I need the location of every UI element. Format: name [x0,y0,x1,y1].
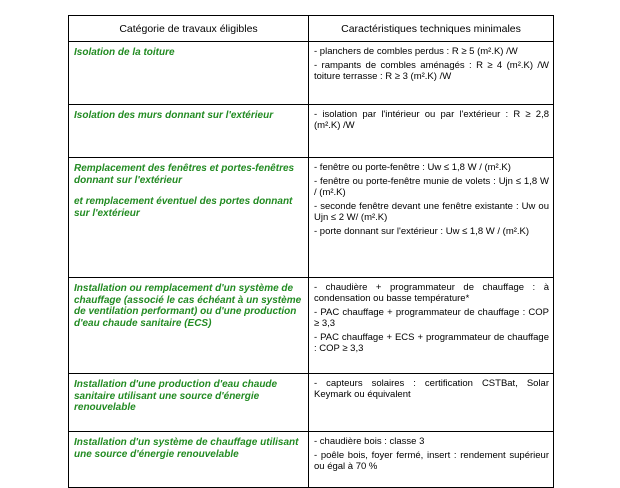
category-text: Remplacement des fenêtres et portes-fenêtres donnant sur l'extérieur [74,163,295,186]
eligible-works-table [68,15,554,488]
category-cell [69,432,309,488]
table-header-row [69,16,554,42]
specs-cell [309,105,554,158]
category-cell [69,105,309,158]
category-text: Installation d'une production d'eau chaude sanitaire utilisant une source d'énergie renouvelable [74,379,278,413]
specs-cell [309,432,554,488]
spec-line: - fenêtre ou porte-fenêtre : Uw ≤ 1,8 W / (m².K) [314,162,511,173]
spec-line: - planchers de combles perdus : R ≥ 5 (m².K) /W [314,46,518,57]
table-row [69,158,554,278]
category-text: Isolation de la toiture [74,47,175,58]
header-specs: Caractéristiques techniques minimales [309,16,554,42]
spec-line: - chaudière bois : classe 3 [314,436,425,447]
table-row [69,105,554,158]
spec-line: - PAC chauffage + ECS + programmateur de chauffage : COP ≥ 3,3 [314,332,549,354]
category-text: Installation ou remplacement d'un système de chauffage (associé le cas échéant à un système de ventilation performant) ou d'une production d'eau chaude sanitaire (ECS) [74,283,302,329]
specs-cell [309,374,554,432]
table-row [69,432,554,488]
category-text: Isolation des murs donnant sur l'extérieur [74,110,274,121]
spec-line: - PAC chauffage + programmateur de chauffage : COP ≥ 3,3 [314,307,549,329]
table-row [69,374,554,432]
specs-cell [309,42,554,105]
category-text: Installation d'un système de chauffage utilisant une source d'énergie renouvelable [74,437,299,460]
spec-line: - fenêtre ou porte-fenêtre munie de volets : Ujn ≤ 1,8 W / (m².K) [314,176,549,198]
spec-line: - isolation par l'intérieur ou par l'extérieur : R ≥ 2,8 (m².K) /W [314,109,549,131]
specs-cell [309,158,554,278]
specs-cell [309,278,554,374]
category-cell [69,42,309,105]
header-category: Catégorie de travaux éligibles [69,16,309,42]
spec-line: - capteurs solaires : certification CSTBat, Solar Keymark ou équivalent [314,378,549,400]
category-text: et remplacement éventuel des portes donnant sur l'extérieur [74,196,293,219]
category-cell [69,278,309,374]
spec-line: - poêle bois, foyer fermé, insert : rendement supérieur ou égal à 70 % [314,450,549,472]
spec-line: - rampants de combles aménagés : R ≥ 4 (m².K) /W toiture terrasse : R ≥ 3 (m².K) /W [314,60,549,82]
table-row [69,42,554,105]
spec-line: - seconde fenêtre devant une fenêtre existante : Uw ou Ujn ≤ 2 W/ (m².K) [314,201,549,223]
spec-line: - porte donnant sur l'extérieur : Uw ≤ 1,8 W / (m².K) [314,226,530,237]
spec-line: - chaudière + programmateur de chauffage : à condensation ou basse température* [314,282,549,304]
table-row [69,278,554,374]
category-cell [69,158,309,278]
category-cell [69,374,309,432]
